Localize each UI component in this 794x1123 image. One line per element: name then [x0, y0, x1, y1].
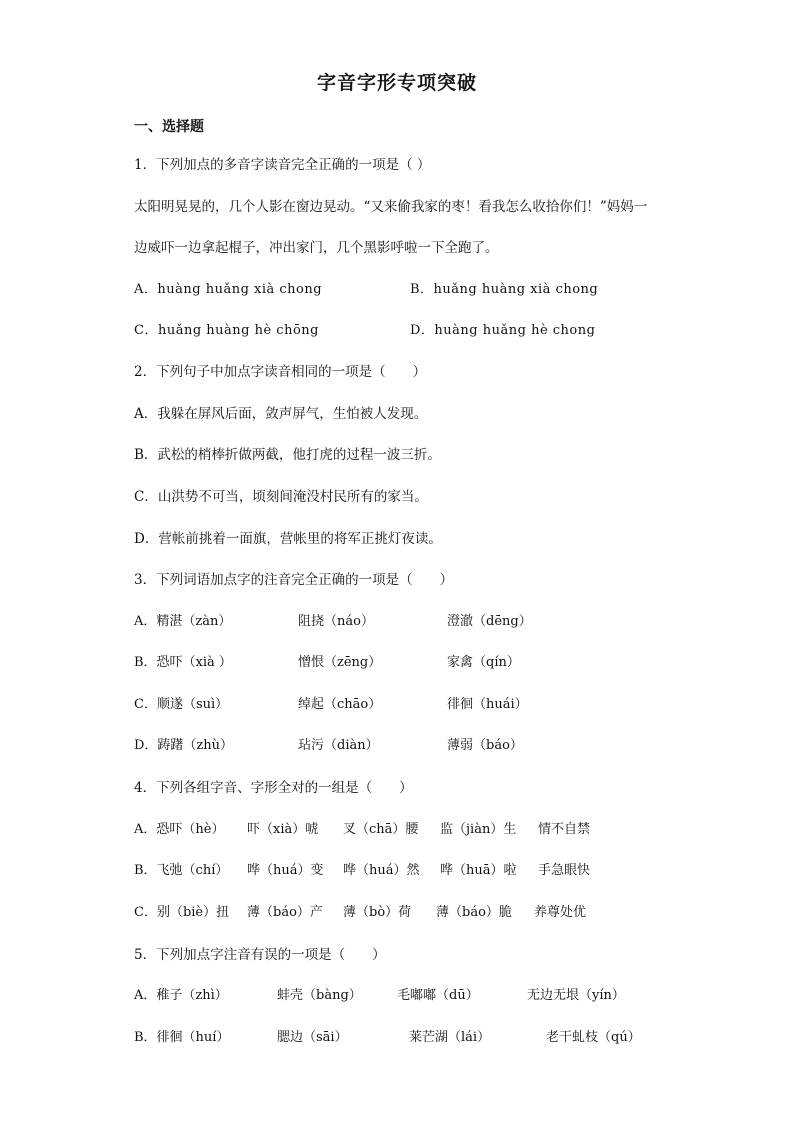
question-1-option-d: D．huàng huǎng hè chong — [410, 323, 596, 338]
question-4-row-a-item-1: A．恐吓（hè） — [134, 822, 225, 837]
question-4-row-a-item-2: 吓（xià）唬 — [247, 822, 319, 837]
question-1-stem: 1．下列加点的多音字读音完全正确的一项是（ ） — [134, 157, 431, 173]
question-4-row-b-item-1: B．飞弛（chí） — [134, 863, 229, 878]
question-3-row-b-item-1: B．恐吓（xià ） — [134, 655, 232, 670]
question-4-row-a-item-5: 情不自禁 — [538, 822, 591, 837]
question-5-stem: 5．下列加点字注音有误的一项是（ ） — [134, 947, 386, 963]
question-4-row-b-item-4: 哗（huā）啦 — [440, 863, 517, 878]
question-2-option-a: A．我躲在屏风后面，敛声屏气，生怕被人发现。 — [134, 406, 428, 422]
question-2-option-c: C．山洪势不可当，顷刻间淹没村民所有的家当。 — [134, 489, 428, 505]
question-4-row-c-item-3: 薄（bò）荷 — [343, 905, 412, 920]
question-4-row-c-item-5: 养尊处优 — [534, 905, 587, 920]
question-1-option-c: C．huǎng huàng hè chōng — [134, 323, 319, 338]
question-5-row-b-item-2: 腮边（sāi） — [277, 1030, 348, 1045]
question-3-row-a-item-3: 澄澈（dēng） — [447, 614, 532, 629]
question-5-row-a-item-3: 毛嘟嘟（dū） — [397, 988, 479, 1003]
question-4-row-c-item-4: 薄（báo）脆 — [436, 905, 512, 920]
question-4-row-c-item-1: C．别（biè）扭 — [134, 905, 230, 920]
question-4-row-a-item-4: 监（jiàn）生 — [440, 822, 517, 837]
question-4-row-c-item-2: 薄（báo）产 — [247, 905, 323, 920]
question-5-row-b-item-1: B．徘徊（huí） — [134, 1030, 230, 1045]
question-4-stem: 4．下列各组字音、字形全对的一组是（ ） — [134, 780, 413, 796]
question-1-option-b: B．huǎng huàng xià chong — [410, 282, 599, 297]
question-3-row-b-item-3: 家禽（qín） — [447, 655, 520, 670]
question-2-stem: 2．下列句子中加点字读音相同的一项是（ ） — [134, 364, 427, 380]
question-3-row-a-item-1: A．精湛（zàn） — [134, 614, 232, 629]
page-title: 字音字形专项突破 — [316, 72, 477, 94]
question-5-row-b-item-3: 莱芒湖（lái） — [409, 1030, 491, 1045]
question-3-row-d-item-1: D．踌躇（zhù） — [134, 738, 234, 753]
question-3-row-a-item-2: 阻挠（náo） — [298, 614, 374, 629]
question-1-option-a: A．huàng huǎng xià chong — [134, 282, 323, 297]
question-3-row-c-item-3: 徘徊（huái） — [447, 697, 528, 712]
question-3-row-d-item-2: 玷污（diàn） — [298, 738, 379, 753]
question-5-row-a-item-1: A．稚子（zhì） — [134, 988, 228, 1003]
question-3-stem: 3．下列词语加点字的注音完全正确的一项是（ ） — [134, 572, 454, 588]
question-3-row-c-item-1: C．顺遂（suì） — [134, 697, 229, 712]
section-heading: 一、选择题 — [134, 119, 204, 135]
question-5-row-b-item-4: 老干虬枝（qú） — [546, 1030, 641, 1045]
question-4-row-b-item-5: 手急眼快 — [538, 863, 591, 878]
question-1-passage-line-1: 太阳明晃晃的，几个人影在窗边晃动。“又来偷我家的枣！看我怎么收拾你们！”妈妈一 — [134, 199, 648, 215]
question-2-option-d: D．营帐前挑着一面旗，营帐里的将军正挑灯夜读。 — [134, 531, 442, 547]
question-2-option-b: B．武松的梢棒折做两截，他打虎的过程一波三折。 — [134, 447, 441, 463]
question-4-row-b-item-3: 哗（huá）然 — [343, 863, 420, 878]
question-4-row-a-item-3: 叉（chā）腰 — [343, 822, 419, 837]
question-5-row-a-item-4: 无边无垠（yín） — [527, 988, 625, 1003]
question-1-passage-line-2: 边威吓一边拿起棍子，冲出家门，几个黑影呼啦一下全跑了。 — [134, 240, 499, 256]
question-3-row-c-item-2: 绰起（chāo） — [298, 697, 382, 712]
question-3-row-b-item-2: 憎恨（zēng） — [298, 655, 382, 670]
question-4-row-b-item-2: 哗（huá）变 — [247, 863, 324, 878]
question-3-row-d-item-3: 薄弱（báo） — [447, 738, 523, 753]
question-5-row-a-item-2: 蚌壳（bàng） — [277, 988, 362, 1003]
